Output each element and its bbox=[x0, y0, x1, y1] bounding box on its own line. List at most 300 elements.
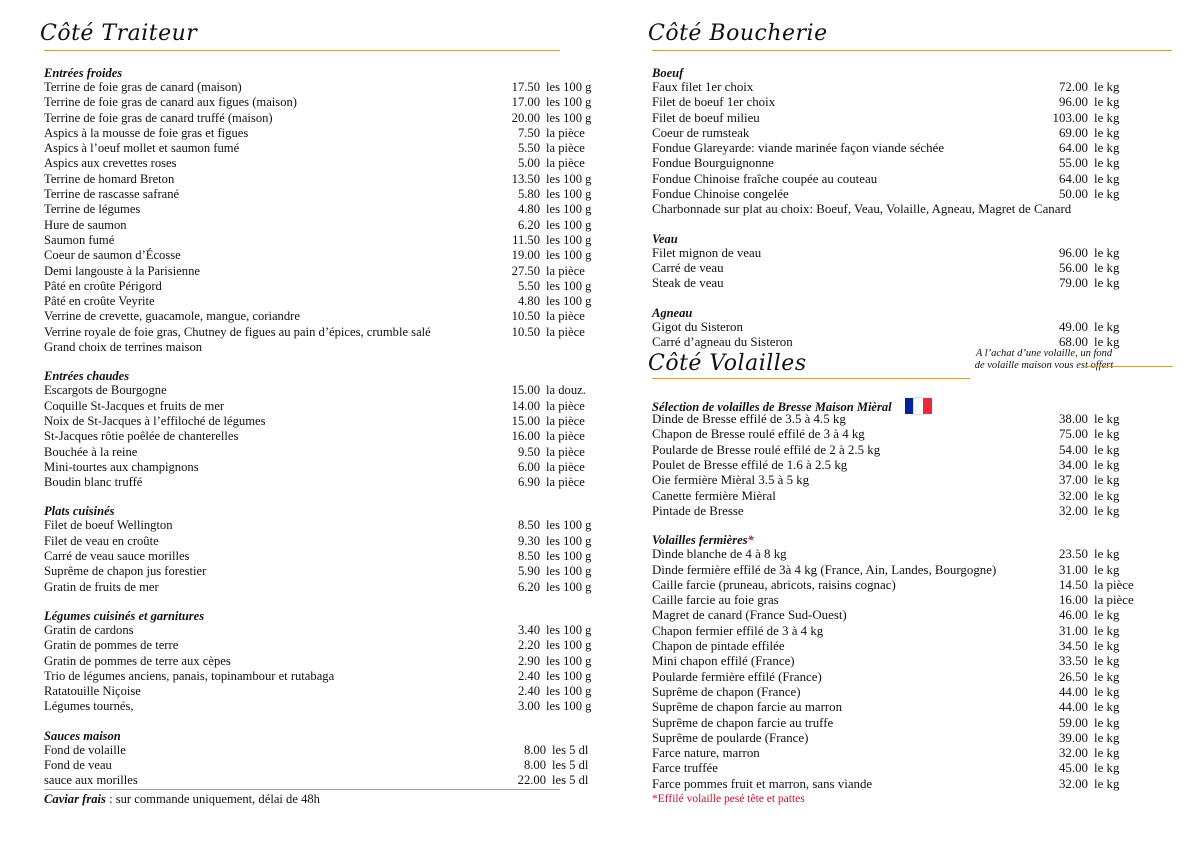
item-name: St-Jacques rôtie poêlée de chanterelles bbox=[44, 429, 239, 444]
volailles-title-rule bbox=[652, 378, 970, 379]
item-name: Coeur de rumsteak bbox=[652, 125, 750, 140]
item-price: 15.00 bbox=[511, 383, 540, 398]
item-unit: les 100 g bbox=[546, 579, 592, 594]
menu-item-row bbox=[44, 187, 592, 202]
section-heading-bresse bbox=[652, 398, 1172, 415]
item-unit: les 100 g bbox=[546, 248, 592, 263]
list-bresse bbox=[652, 412, 1172, 519]
item-price: 6.20 bbox=[517, 579, 540, 594]
item-price: 6.00 bbox=[517, 459, 540, 474]
item-price: 8.00 bbox=[523, 757, 546, 772]
item-unit: les 100 g bbox=[546, 549, 592, 564]
menu-item-row bbox=[652, 126, 1172, 141]
item-unit: le kg bbox=[1094, 80, 1120, 94]
item-unit: les 100 g bbox=[546, 232, 592, 247]
item-price: 3.40 bbox=[517, 622, 540, 637]
item-unit: les 100 g bbox=[546, 294, 592, 309]
item-unit: les 100 g bbox=[546, 80, 592, 94]
item-name: Filet de boeuf Wellington bbox=[44, 518, 173, 533]
menu-item-row bbox=[652, 246, 1172, 261]
section-heading-boeuf: Boeuf bbox=[652, 66, 684, 80]
item-price: 23.50 bbox=[1058, 547, 1088, 562]
item-name: Dinde blanche de 4 à 8 kg bbox=[652, 547, 787, 562]
item-price: 49.00 bbox=[1058, 319, 1088, 334]
section-heading-entrees-chaudes: Entrées chaudes bbox=[44, 369, 130, 384]
caviar-text: : sur commande uniquement, délai de 48h bbox=[105, 791, 320, 806]
item-unit: la pièce bbox=[546, 413, 585, 428]
item-unit: les 100 g bbox=[546, 638, 592, 653]
item-price: 32.00 bbox=[1058, 776, 1088, 791]
item-unit: la pièce bbox=[546, 475, 585, 490]
item-unit: le kg bbox=[1094, 427, 1120, 442]
item-name: Farce nature, marron bbox=[652, 746, 760, 761]
traiteur-title-rule bbox=[44, 50, 560, 51]
list-agneau bbox=[652, 320, 1172, 351]
item-price: 3.00 bbox=[517, 699, 540, 714]
menu-item-row bbox=[652, 670, 1172, 685]
menu-item-row bbox=[44, 757, 589, 773]
item-price: 11.50 bbox=[512, 232, 540, 247]
menu-item-row bbox=[44, 684, 592, 699]
item-unit: les 100 g bbox=[546, 699, 592, 714]
menu-item-row bbox=[44, 217, 592, 233]
menu-item-row bbox=[44, 444, 585, 460]
menu-item-row bbox=[652, 320, 1172, 335]
menu-item-row bbox=[44, 653, 592, 669]
item-price: 6.90 bbox=[517, 475, 540, 490]
menu-item-row bbox=[44, 579, 592, 595]
item-price: 56.00 bbox=[1058, 260, 1088, 275]
item-name: Verrine de crevette, guacamole, mangue, coriandre bbox=[44, 309, 300, 324]
item-price: 9.30 bbox=[517, 533, 540, 548]
item-unit: le kg bbox=[1094, 730, 1120, 745]
item-price: 10.50 bbox=[511, 324, 540, 339]
menu-item-row bbox=[652, 624, 1172, 639]
item-name: Suprême de chapon jus forestier bbox=[44, 564, 207, 579]
item-price: 2.40 bbox=[517, 668, 540, 683]
item-unit: les 100 g bbox=[546, 278, 592, 293]
section-heading-entrees-froides: Entrées froides bbox=[44, 66, 123, 80]
menu-item-row bbox=[44, 278, 592, 294]
item-price: 5.80 bbox=[517, 187, 540, 202]
menu-item-row bbox=[652, 458, 1172, 473]
menu-item-row bbox=[652, 777, 1172, 792]
menu-item-row bbox=[44, 398, 585, 414]
item-price: 16.00 bbox=[511, 429, 540, 444]
menu-item-row bbox=[652, 761, 1172, 776]
item-unit: la pièce bbox=[1094, 593, 1134, 608]
item-price: 32.00 bbox=[1058, 746, 1088, 761]
item-name: Filet mignon de veau bbox=[652, 245, 762, 260]
caviar-note bbox=[44, 792, 562, 807]
item-price: 96.00 bbox=[1058, 95, 1088, 110]
item-price: 14.50 bbox=[1058, 577, 1088, 592]
menu-item-row bbox=[652, 700, 1172, 715]
item-unit: le kg bbox=[1094, 276, 1120, 291]
item-price: 2.20 bbox=[517, 638, 540, 653]
item-price: 69.00 bbox=[1058, 125, 1088, 140]
item-name: Verrine royale de foie gras, Chutney de figues au pain d’épices, crumble salé bbox=[44, 324, 431, 339]
item-name: Demi langouste à la Parisienne bbox=[44, 263, 200, 278]
boucherie-column bbox=[648, 20, 1172, 807]
item-price: 38.00 bbox=[1058, 412, 1088, 427]
item-price: 44.00 bbox=[1058, 684, 1088, 699]
menu-item-row bbox=[44, 383, 586, 398]
item-name: Carré de veau sauce morilles bbox=[44, 549, 190, 564]
menu-item-row bbox=[652, 547, 1172, 562]
item-unit: les 5 dl bbox=[552, 742, 589, 757]
menu-item-row bbox=[44, 232, 592, 248]
item-unit: la pièce bbox=[546, 398, 585, 413]
item-unit: le kg bbox=[1094, 715, 1120, 730]
item-price: 9.50 bbox=[517, 444, 540, 459]
item-unit: la pièce bbox=[546, 263, 585, 278]
item-unit: les 100 g bbox=[546, 202, 592, 217]
menu-item-row bbox=[652, 141, 1172, 156]
item-price: 27.50 bbox=[511, 263, 540, 278]
list-entrees-chaudes bbox=[44, 383, 586, 490]
list-legumes bbox=[44, 622, 592, 715]
item-name: Caille farcie au foie gras bbox=[652, 593, 779, 608]
item-unit: la douz. bbox=[546, 383, 586, 398]
item-name: Fond de veau bbox=[44, 757, 112, 772]
item-price: 2.40 bbox=[517, 684, 540, 699]
menu-item-row bbox=[652, 731, 1172, 746]
list-sauces bbox=[44, 742, 589, 789]
item-unit: les 100 g bbox=[546, 622, 592, 637]
item-unit: les 100 g bbox=[546, 95, 592, 110]
item-name: Dinde fermière effilé de 3à 4 kg (France, Ain, Landes, Bourgogne) bbox=[652, 562, 997, 577]
item-unit: le kg bbox=[1094, 547, 1120, 562]
menu-item-row bbox=[652, 578, 1172, 593]
item-name: Terrine de légumes bbox=[44, 202, 141, 217]
item-price: 14.00 bbox=[511, 398, 540, 413]
section-gap bbox=[44, 715, 562, 729]
item-name: Saumon fumé bbox=[44, 232, 115, 247]
item-price: 64.00 bbox=[1058, 141, 1088, 156]
item-unit: les 100 g bbox=[546, 653, 592, 668]
item-price: 54.00 bbox=[1058, 442, 1088, 457]
item-unit: les 100 g bbox=[546, 110, 592, 125]
item-unit: la pièce bbox=[546, 141, 585, 156]
item-unit: le kg bbox=[1094, 608, 1120, 623]
menu-item-row bbox=[44, 171, 592, 187]
item-name: Suprême de poularde (France) bbox=[652, 730, 809, 745]
menu-item-row bbox=[44, 773, 589, 788]
item-name: Chapon de Bresse roulé effilé de 3 à 4 kg bbox=[652, 427, 865, 442]
section-gap bbox=[44, 595, 562, 609]
footnote-effile: *Effilé volaille pesé tête et pattes bbox=[652, 792, 805, 805]
menu-item-row bbox=[44, 475, 585, 490]
item-name: Aspics à l’oeuf mollet et saumon fumé bbox=[44, 141, 240, 156]
item-price: 96.00 bbox=[1058, 245, 1088, 260]
menu-item-row bbox=[652, 443, 1172, 458]
menu-item-row bbox=[44, 141, 585, 156]
boucherie-title-rule bbox=[652, 50, 1172, 51]
item-name: Terrine de foie gras de canard aux figues (maison) bbox=[44, 95, 297, 110]
menu-item-row bbox=[44, 668, 592, 684]
item-price: 7.50 bbox=[517, 125, 540, 140]
menu-item-row bbox=[44, 742, 589, 758]
item-price: 6.20 bbox=[517, 217, 540, 232]
item-price: 64.00 bbox=[1058, 171, 1088, 186]
menu-item-row bbox=[652, 276, 1172, 291]
item-name: Fondue Glareyarde: viande marinée façon viande séchée bbox=[652, 141, 945, 156]
menu-item-row bbox=[652, 261, 1172, 276]
item-price: 2.90 bbox=[517, 653, 540, 668]
traiteur-title: Côté Traiteur bbox=[40, 21, 198, 46]
item-unit: le kg bbox=[1094, 684, 1120, 699]
item-unit: le kg bbox=[1094, 141, 1120, 156]
item-name: Filet de veau en croûte bbox=[44, 533, 159, 548]
item-unit: le kg bbox=[1094, 334, 1120, 349]
fermieres-heading-text: Volailles fermières bbox=[652, 533, 748, 548]
item-unit: le kg bbox=[1094, 761, 1120, 776]
item-unit: le kg bbox=[1094, 260, 1120, 275]
item-name: Boudin blanc truffé bbox=[44, 475, 143, 490]
item-name: Oie fermière Mièral 3.5 à 5 kg bbox=[652, 473, 810, 488]
item-price: 4.80 bbox=[517, 294, 540, 309]
item-price: 103.00 bbox=[1052, 110, 1088, 125]
list-boeuf bbox=[652, 80, 1172, 218]
section-heading-plats-cuisines: Plats cuisinés bbox=[44, 504, 115, 519]
item-unit: la pièce bbox=[546, 444, 585, 459]
section-gap bbox=[652, 218, 1172, 232]
menu-item-row bbox=[44, 80, 592, 95]
section-heading-veau: Veau bbox=[652, 231, 678, 246]
item-unit: la pièce bbox=[546, 324, 585, 339]
item-price: 26.50 bbox=[1058, 669, 1088, 684]
item-name: Grand choix de terrines maison bbox=[44, 340, 203, 355]
item-unit: le kg bbox=[1094, 488, 1120, 503]
item-unit: le kg bbox=[1094, 412, 1120, 427]
item-name: Hure de saumon bbox=[44, 217, 127, 232]
boucherie-title: Côté Boucherie bbox=[648, 21, 828, 46]
item-name: Gratin de cardons bbox=[44, 622, 134, 637]
menu-item-row bbox=[652, 654, 1172, 669]
item-unit: le kg bbox=[1094, 669, 1120, 684]
item-name: Caille farcie (pruneau, abricots, raisins cognac) bbox=[652, 577, 896, 592]
item-name: Trio de légumes anciens, panais, topinambour et rutabaga bbox=[44, 668, 335, 683]
section-gap bbox=[652, 292, 1172, 306]
item-unit: la pièce bbox=[546, 429, 585, 444]
menu-item-row bbox=[44, 564, 592, 579]
item-unit: le kg bbox=[1094, 171, 1120, 186]
item-name: Carré de veau bbox=[652, 260, 724, 275]
fermieres-star: * bbox=[747, 533, 754, 548]
menu-item-row bbox=[44, 622, 592, 638]
menu-item-row bbox=[652, 80, 1172, 95]
item-name: Poularde fermière effilé (France) bbox=[652, 669, 822, 684]
item-unit: le kg bbox=[1094, 156, 1120, 171]
item-unit: les 5 dl bbox=[552, 757, 589, 772]
item-unit: le kg bbox=[1094, 639, 1120, 654]
item-name: Coeur de saumon d’Écosse bbox=[44, 248, 181, 263]
item-unit: la pièce bbox=[546, 309, 585, 324]
item-name: Faux filet 1er choix bbox=[652, 80, 754, 94]
item-name: Chapon de pintade effilée bbox=[652, 639, 785, 654]
item-unit: le kg bbox=[1094, 473, 1120, 488]
menu-item-row bbox=[652, 593, 1172, 608]
menu-item-row bbox=[44, 699, 592, 714]
item-price: 34.50 bbox=[1058, 639, 1088, 654]
menu-item-row bbox=[652, 608, 1172, 623]
item-price: 19.00 bbox=[511, 248, 540, 263]
menu-item-row bbox=[44, 309, 585, 324]
item-unit: le kg bbox=[1094, 319, 1120, 334]
item-name: Steak de veau bbox=[652, 276, 724, 291]
item-price: 46.00 bbox=[1058, 608, 1088, 623]
menu-item-row bbox=[44, 125, 585, 141]
item-unit: les 100 g bbox=[546, 668, 592, 683]
item-price: 20.00 bbox=[511, 110, 540, 125]
item-price: 32.00 bbox=[1058, 488, 1088, 503]
item-unit: les 100 g bbox=[546, 187, 592, 202]
item-price: 72.00 bbox=[1058, 80, 1088, 94]
menu-item-row bbox=[652, 473, 1172, 488]
item-name: Pâté en croûte Périgord bbox=[44, 278, 162, 293]
offer-note-rule bbox=[1085, 366, 1173, 367]
item-name: Aspics aux crevettes roses bbox=[44, 156, 177, 171]
item-price: 16.00 bbox=[1058, 593, 1088, 608]
menu-item-row bbox=[44, 429, 585, 444]
item-name: Bouchée à la reine bbox=[44, 444, 138, 459]
item-price: 31.00 bbox=[1058, 623, 1088, 638]
item-name: Gratin de pommes de terre aux cèpes bbox=[44, 653, 231, 668]
item-name: Gigot du Sisteron bbox=[652, 319, 743, 334]
section-gap bbox=[44, 355, 562, 369]
item-name: Charbonnade sur plat au choix: Boeuf, Veau, Volaille, Agneau, Magret de Canard bbox=[652, 202, 1072, 217]
item-name: Suprême de chapon farcie au marron bbox=[652, 700, 843, 715]
item-unit: la pièce bbox=[546, 156, 585, 171]
item-price: 39.00 bbox=[1058, 730, 1088, 745]
item-name: Farce truffée bbox=[652, 761, 718, 776]
item-price: 22.00 bbox=[517, 773, 546, 788]
traiteur-column bbox=[40, 20, 592, 807]
sauces-bottom-rule bbox=[44, 789, 560, 790]
menu-item-row bbox=[44, 202, 592, 217]
menu-item-row bbox=[652, 685, 1172, 700]
item-unit: le kg bbox=[1094, 95, 1120, 110]
item-price: 5.50 bbox=[517, 278, 540, 293]
item-price: 32.00 bbox=[1058, 503, 1088, 518]
menu-item-row bbox=[44, 533, 592, 549]
menu-item-row bbox=[652, 172, 1172, 187]
list-plats-cuisines bbox=[44, 518, 592, 594]
item-price: 17.00 bbox=[511, 95, 540, 110]
list-entrees-froides bbox=[44, 80, 592, 355]
item-unit: les 100 g bbox=[546, 684, 592, 699]
offer-note: A l’achat d’une volaille, un fond de volaille maison vous est offert bbox=[974, 348, 1114, 372]
list-fermieres bbox=[652, 547, 1172, 792]
menu-item-row bbox=[652, 95, 1172, 110]
item-unit: la pièce bbox=[546, 459, 585, 474]
list-veau bbox=[652, 246, 1172, 292]
menu-item-row bbox=[652, 504, 1172, 519]
item-name: Terrine de foie gras de canard truffé (maison) bbox=[44, 110, 273, 125]
item-name: Farce pommes fruit et marron, sans viande bbox=[652, 776, 873, 791]
item-unit: le kg bbox=[1094, 654, 1120, 669]
menu-item-row bbox=[652, 563, 1172, 578]
item-name: Fondue Chinoise fraîche coupée au couteau bbox=[652, 171, 878, 186]
item-unit: la pièce bbox=[1094, 577, 1134, 592]
item-price: 75.00 bbox=[1058, 427, 1088, 442]
caviar-label: Caviar frais bbox=[44, 791, 106, 806]
item-name: Fondue Bourguignonne bbox=[652, 156, 774, 171]
menu-item-row bbox=[44, 248, 592, 263]
item-unit: les 100 g bbox=[546, 171, 592, 186]
menu-item-row bbox=[44, 324, 585, 340]
item-price: 33.50 bbox=[1058, 654, 1088, 669]
menu-item-row bbox=[44, 549, 592, 564]
item-price: 55.00 bbox=[1058, 156, 1088, 171]
menu-item-row bbox=[652, 716, 1172, 731]
section-heading-fermieres bbox=[652, 533, 1172, 547]
item-name: Suprême de chapon (France) bbox=[652, 684, 801, 699]
item-unit: le kg bbox=[1094, 245, 1120, 260]
item-price: 17.50 bbox=[511, 80, 540, 94]
item-price: 79.00 bbox=[1058, 276, 1088, 291]
menu-item-row bbox=[652, 746, 1172, 761]
item-name: Escargots de Bourgogne bbox=[44, 383, 167, 398]
item-unit: le kg bbox=[1094, 187, 1120, 202]
menu-item-row bbox=[44, 156, 585, 171]
menu-item-row bbox=[652, 156, 1172, 171]
menu-item-row bbox=[652, 202, 1172, 217]
item-unit: le kg bbox=[1094, 125, 1120, 140]
menu-item-row bbox=[44, 518, 592, 533]
item-price: 15.00 bbox=[511, 413, 540, 428]
item-name: Légumes tournés, bbox=[44, 699, 134, 714]
item-name: Mini chapon effilé (France) bbox=[652, 654, 795, 669]
item-price: 13.50 bbox=[511, 171, 540, 186]
menu-item-row bbox=[652, 187, 1172, 202]
menu-item-row bbox=[44, 459, 585, 475]
item-name: Poularde de Bresse roulé effilé de 2 à 2.5 kg bbox=[652, 442, 881, 457]
section-heading-sauces: Sauces maison bbox=[44, 728, 121, 743]
item-price: 8.00 bbox=[523, 742, 546, 757]
menu-item-row bbox=[44, 95, 592, 110]
item-price: 68.00 bbox=[1058, 334, 1088, 349]
volailles-title: Côté Volailles bbox=[648, 351, 807, 377]
menu-item-row bbox=[652, 412, 1172, 427]
menu-item-row bbox=[44, 413, 585, 429]
item-name: Magret de canard (France Sud-Ouest) bbox=[652, 608, 847, 623]
item-unit: le kg bbox=[1094, 458, 1120, 473]
item-price: 5.50 bbox=[517, 141, 540, 156]
item-unit: le kg bbox=[1094, 623, 1120, 638]
section-heading-agneau: Agneau bbox=[652, 305, 693, 320]
volailles-header bbox=[648, 348, 1172, 398]
item-unit: le kg bbox=[1094, 776, 1120, 791]
item-name: Fond de volaille bbox=[44, 742, 126, 757]
item-unit: le kg bbox=[1094, 700, 1120, 715]
item-name: Mini-tourtes aux champignons bbox=[44, 459, 199, 474]
item-unit: le kg bbox=[1094, 110, 1120, 125]
item-price: 8.50 bbox=[517, 549, 540, 564]
item-name: Terrine de homard Breton bbox=[44, 171, 175, 186]
menu-item-row bbox=[44, 638, 592, 653]
bresse-heading-text: Sélection de volailles de Bresse Maison Mièral bbox=[652, 400, 892, 415]
item-name: Suprême de chapon farcie au truffe bbox=[652, 715, 834, 730]
item-unit: le kg bbox=[1094, 503, 1120, 518]
menu-item-row bbox=[44, 340, 562, 355]
menu-item-row bbox=[44, 263, 585, 279]
item-name: Pâté en croûte Veyrite bbox=[44, 294, 155, 309]
item-name: Terrine de rascasse safrané bbox=[44, 187, 180, 202]
item-name: Dinde de Bresse effilé de 3.5 à 4.5 kg bbox=[652, 412, 846, 427]
item-name: Canette fermière Mièral bbox=[652, 488, 776, 503]
